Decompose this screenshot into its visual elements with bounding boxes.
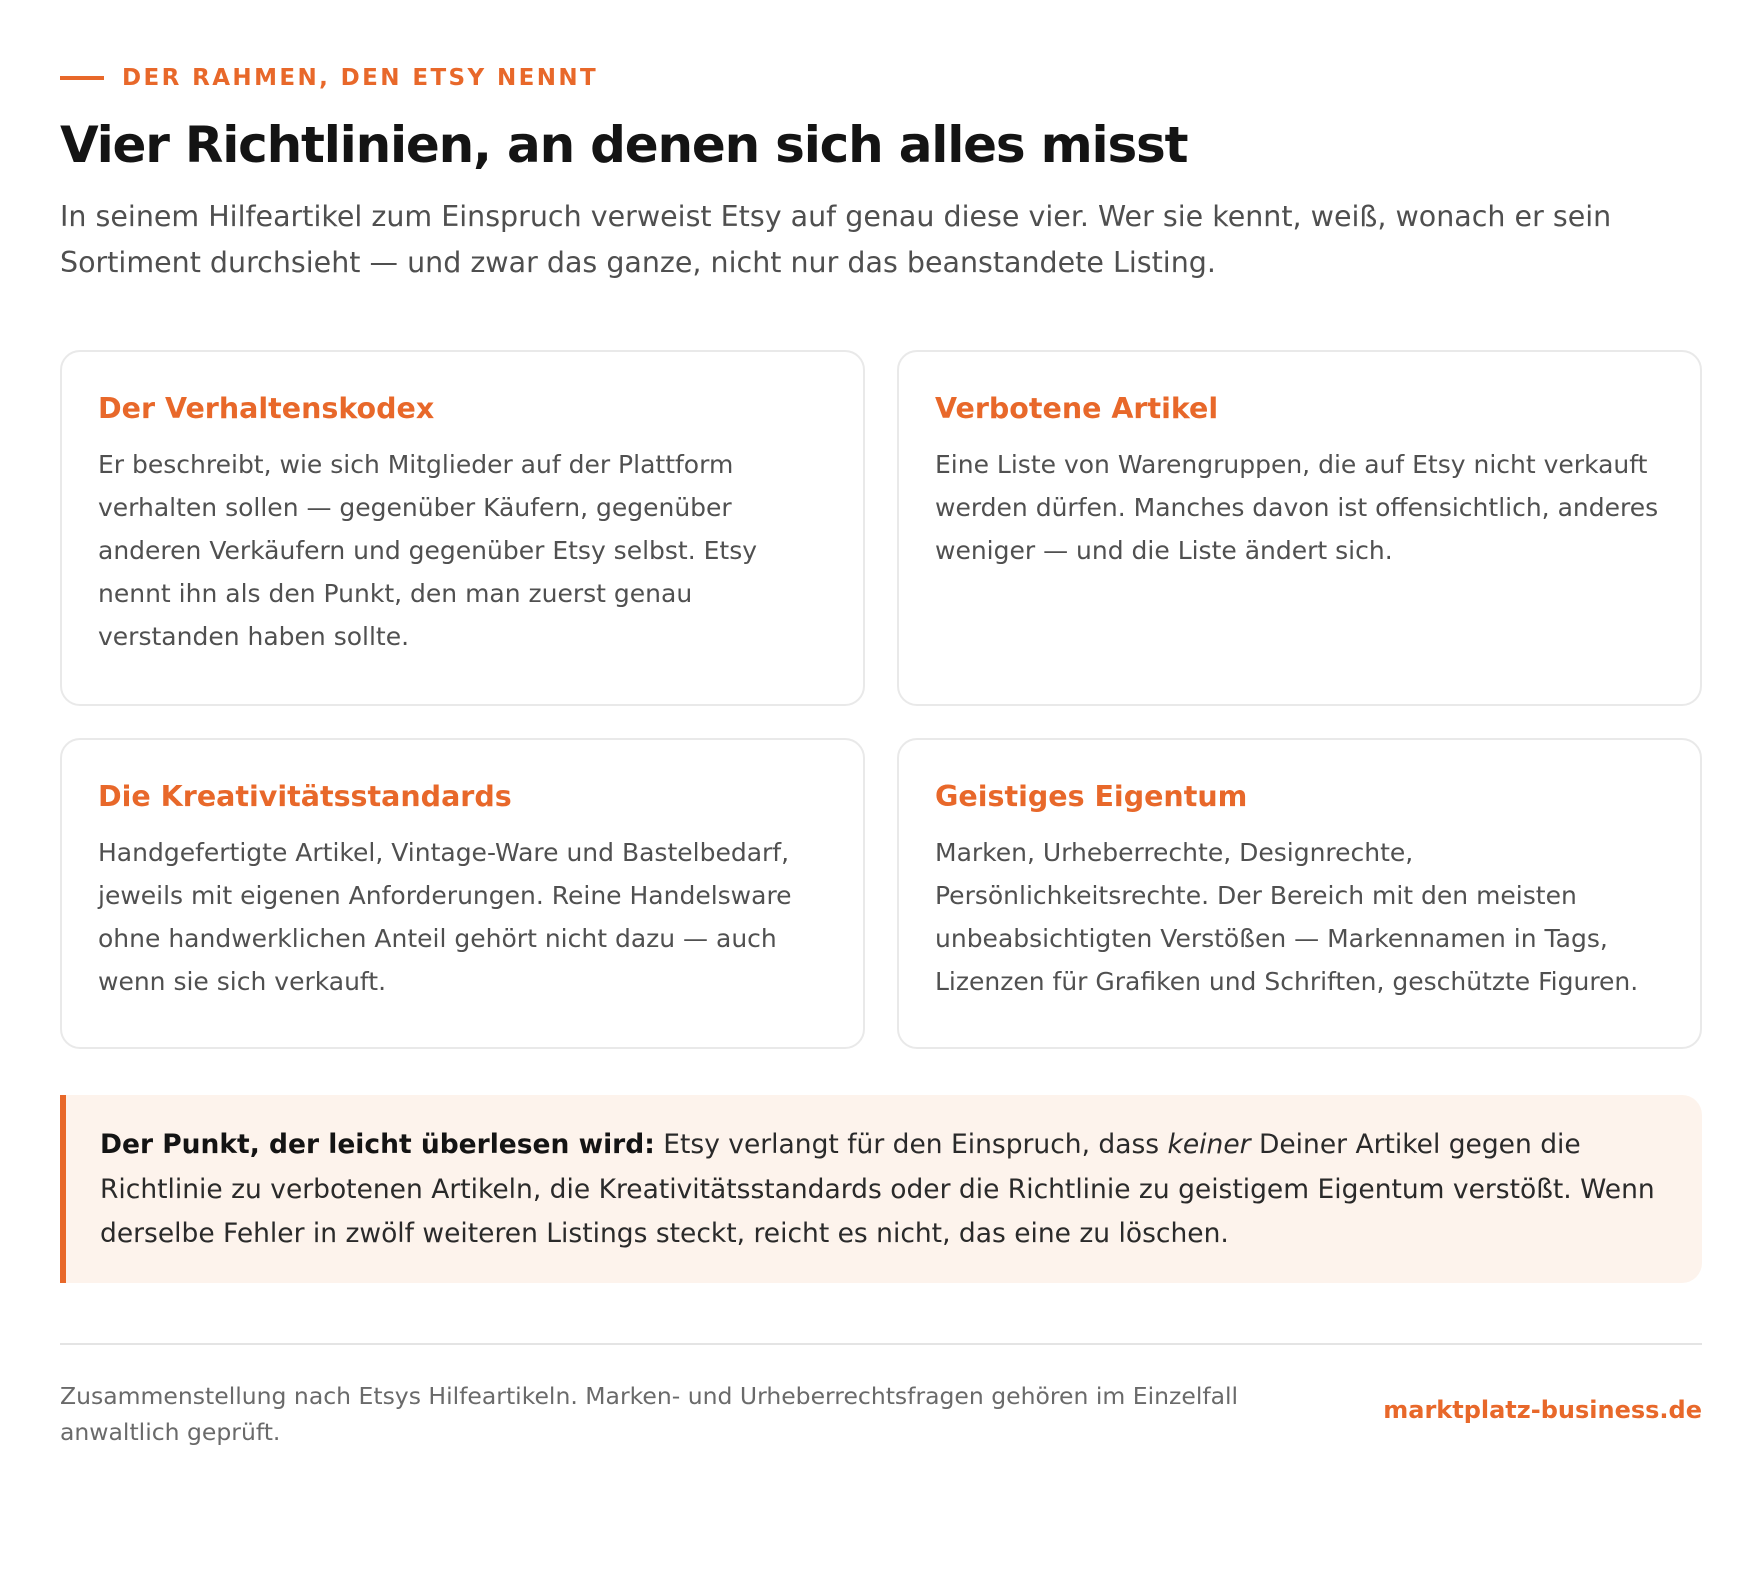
policy-card-kreativitaetsstandards xyxy=(60,738,865,1049)
policy-card-verhaltenskodex xyxy=(60,350,865,706)
footer-note: Zusammenstellung nach Etsys Hilfeartikeln. Marken- und Urheberrechtsfragen gehören im Einzelfall anwaltlich geprüft. xyxy=(60,1382,1239,1446)
eyebrow-label: DER RAHMEN, DEN ETSY NENNT xyxy=(122,65,599,91)
card-title: Der Verhaltenskodex xyxy=(98,392,435,425)
callout-note xyxy=(60,1095,1702,1283)
card-body: Handgefertigte Artikel, Vintage-Ware und Bastelbedarf, jeweils mit eigenen Anforderungen. Reine Handelsware ohne handwerklichen Anteil gehört nicht dazu — auch wenn sie sich verkauft. xyxy=(98,838,792,996)
eyebrow xyxy=(60,64,598,92)
brand-link[interactable]: marktplatz-business.de xyxy=(1383,1396,1702,1424)
callout-lead: Der Punkt, der leicht überlesen wird: xyxy=(100,1129,655,1160)
card-title: Geistiges Eigentum xyxy=(935,780,1248,813)
card-body: Er beschreibt, wie sich Mitglieder auf der Plattform verhalten sollen — gegenüber Käufern, gegenüber anderen Verkäufern und gegenüber Etsy selbst. Etsy nennt ihn als den Punkt, den man zuerst genau verstanden haben sollte. xyxy=(98,450,758,651)
card-body: Marken, Urheberrechte, Designrechte, Persönlichkeitsrechte. Der Bereich mit den meisten unbeabsichtigten Verstößen — Markennamen in Tags, Lizenzen für Grafiken und Schriften, geschützte Figuren. xyxy=(935,838,1639,996)
card-body: Eine Liste von Warengruppen, die auf Etsy nicht verkauft werden dürfen. Manches davon ist offensichtlich, anderes weniger — und die Liste ändert sich. xyxy=(935,450,1659,565)
eyebrow-accent-line xyxy=(60,76,104,80)
policy-card-geistiges-eigentum xyxy=(897,738,1702,1049)
card-title: Verbotene Artikel xyxy=(935,392,1219,425)
callout-text-after: Deiner Artikel gegen die Richtlinie zu verbotenen Artikeln, die Kreativitätsstandards oder die Richtlinie zu geistigem Eigentum verstößt. Wenn derselbe Fehler in zwölf weiteren Listings steckt, reicht es nicht, das eine zu löschen. xyxy=(100,1129,1655,1249)
callout-text-before: Etsy verlangt für den Einspruch, dass xyxy=(654,1129,1168,1160)
callout-emphasis: keiner xyxy=(1167,1129,1251,1160)
page-title: Vier Richtlinien, an denen sich alles misst xyxy=(60,116,1188,174)
intro-text: In seinem Hilfeartikel zum Einspruch verweist Etsy auf genau diese vier. Wer sie kennt, weiß, wonach er sein Sortiment durchsieht — und zwar das ganze, nicht nur das beanstandete Listing. xyxy=(60,200,1612,279)
policy-card-verbotene-artikel xyxy=(897,350,1702,706)
footer-divider xyxy=(60,1343,1702,1345)
card-title: Die Kreativitätsstandards xyxy=(98,780,512,813)
